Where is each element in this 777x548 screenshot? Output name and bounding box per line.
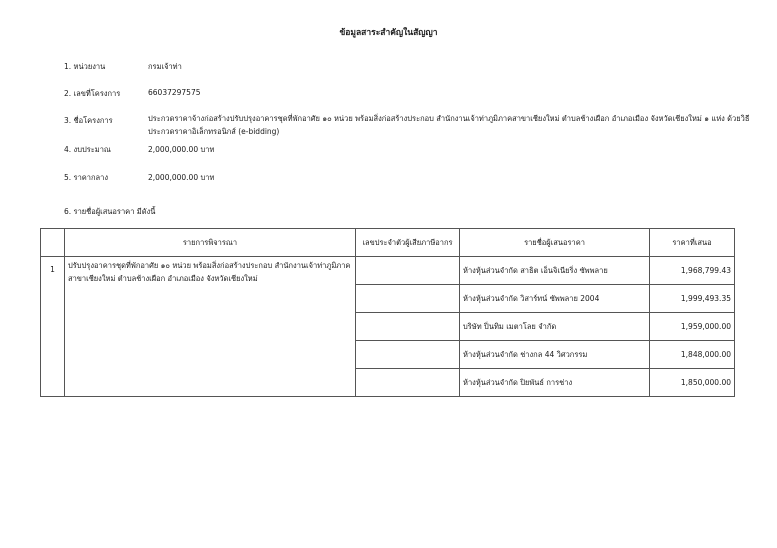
- field-value-budget: 2,000,000.00 บาท: [148, 145, 215, 154]
- bidder-tax-id: [356, 369, 460, 397]
- field-value-agency: กรมเจ้าท่า: [148, 62, 182, 71]
- bidder-price: 1,999,493.35: [650, 285, 735, 313]
- field-label-project-no: 2. เลขที่โครงการ: [64, 89, 121, 98]
- document-title: ข้อมูลสาระสำคัญในสัญญา: [339, 28, 438, 38]
- bidder-tax-id: [356, 257, 460, 285]
- table-row: [41, 257, 735, 285]
- item-description: ปรับปรุงอาคารชุดที่พักอาศัย ๑๐ หน่วย พร้อมสิ่งก่อสร้างประกอบ สำนักงานเจ้าท่าภูมิภาคสาขาเชียงใหม่ ตำบลช้างเผือก อำเภอเมือง จังหวัดเชียงใหม่: [65, 257, 356, 397]
- header-index: [41, 229, 65, 257]
- bidder-name: ห้างหุ้นส่วนจำกัด ปิยพันธ์ การช่าง: [460, 369, 650, 397]
- field-value-project-no: 66037297575: [148, 88, 201, 97]
- bidder-tax-id: [356, 285, 460, 313]
- header-price: ราคาที่เสนอ: [650, 229, 735, 257]
- bidder-tax-id: [356, 313, 460, 341]
- field-value-median-price: 2,000,000.00 บาท: [148, 173, 215, 182]
- field-value-project-name: ประกวดราคาจ้างก่อสร้างปรับปรุงอาคารชุดที่พักอาศัย ๑๐ หน่วย พร้อมสิ่งก่อสร้างประกอบ สำนักงานเจ้าท่าภูมิภาคสาขาเชียงใหม่ ตำบลช้างเผือก อำเภอเมือง จังหวัดเชียงใหม่ ๑ แห่ง ด้วยวิธีประกวดราคาอิเล็กทรอนิกส์ (e-bidding): [148, 114, 750, 136]
- bidders-table: [40, 228, 735, 397]
- bidder-name: ห้างหุ้นส่วนจำกัด สาธิต เอ็นจิเนียริ่ง ซัพพลาย: [460, 257, 650, 285]
- table-header-row: [41, 229, 735, 257]
- field-label-median-price: 5. ราคากลาง: [64, 173, 109, 182]
- bidder-name: ห้างหุ้นส่วนจำกัด วิสาร์ทน์ ซัพพลาย 2004: [460, 285, 650, 313]
- item-number: 1: [41, 257, 65, 397]
- bidder-name: ห้างหุ้นส่วนจำกัด ช่างกล 44 วิศวกรรม: [460, 341, 650, 369]
- bidder-name: บริษัท ปิ่นทิม เมตาโลย จำกัด: [460, 313, 650, 341]
- bidder-tax-id: [356, 341, 460, 369]
- field-label-budget: 4. งบประมาณ: [64, 145, 111, 154]
- field-label-agency: 1. หน่วยงาน: [64, 62, 106, 71]
- field-label-project-name: 3. ชื่อโครงการ: [64, 116, 113, 125]
- bidder-price: 1,850,000.00: [650, 369, 735, 397]
- header-bidder-name: รายชื่อผู้เสนอราคา: [460, 229, 650, 257]
- bidder-price: 1,968,799.43: [650, 257, 735, 285]
- header-item: รายการพิจารณา: [65, 229, 356, 257]
- bidder-price: 1,959,000.00: [650, 313, 735, 341]
- header-tax-id: เลขประจำตัวผู้เสียภาษีอากร: [356, 229, 460, 257]
- section-heading-bidders: 6. รายชื่อผู้เสนอราคา มีดังนี้: [64, 207, 156, 216]
- bidder-price: 1,848,000.00: [650, 341, 735, 369]
